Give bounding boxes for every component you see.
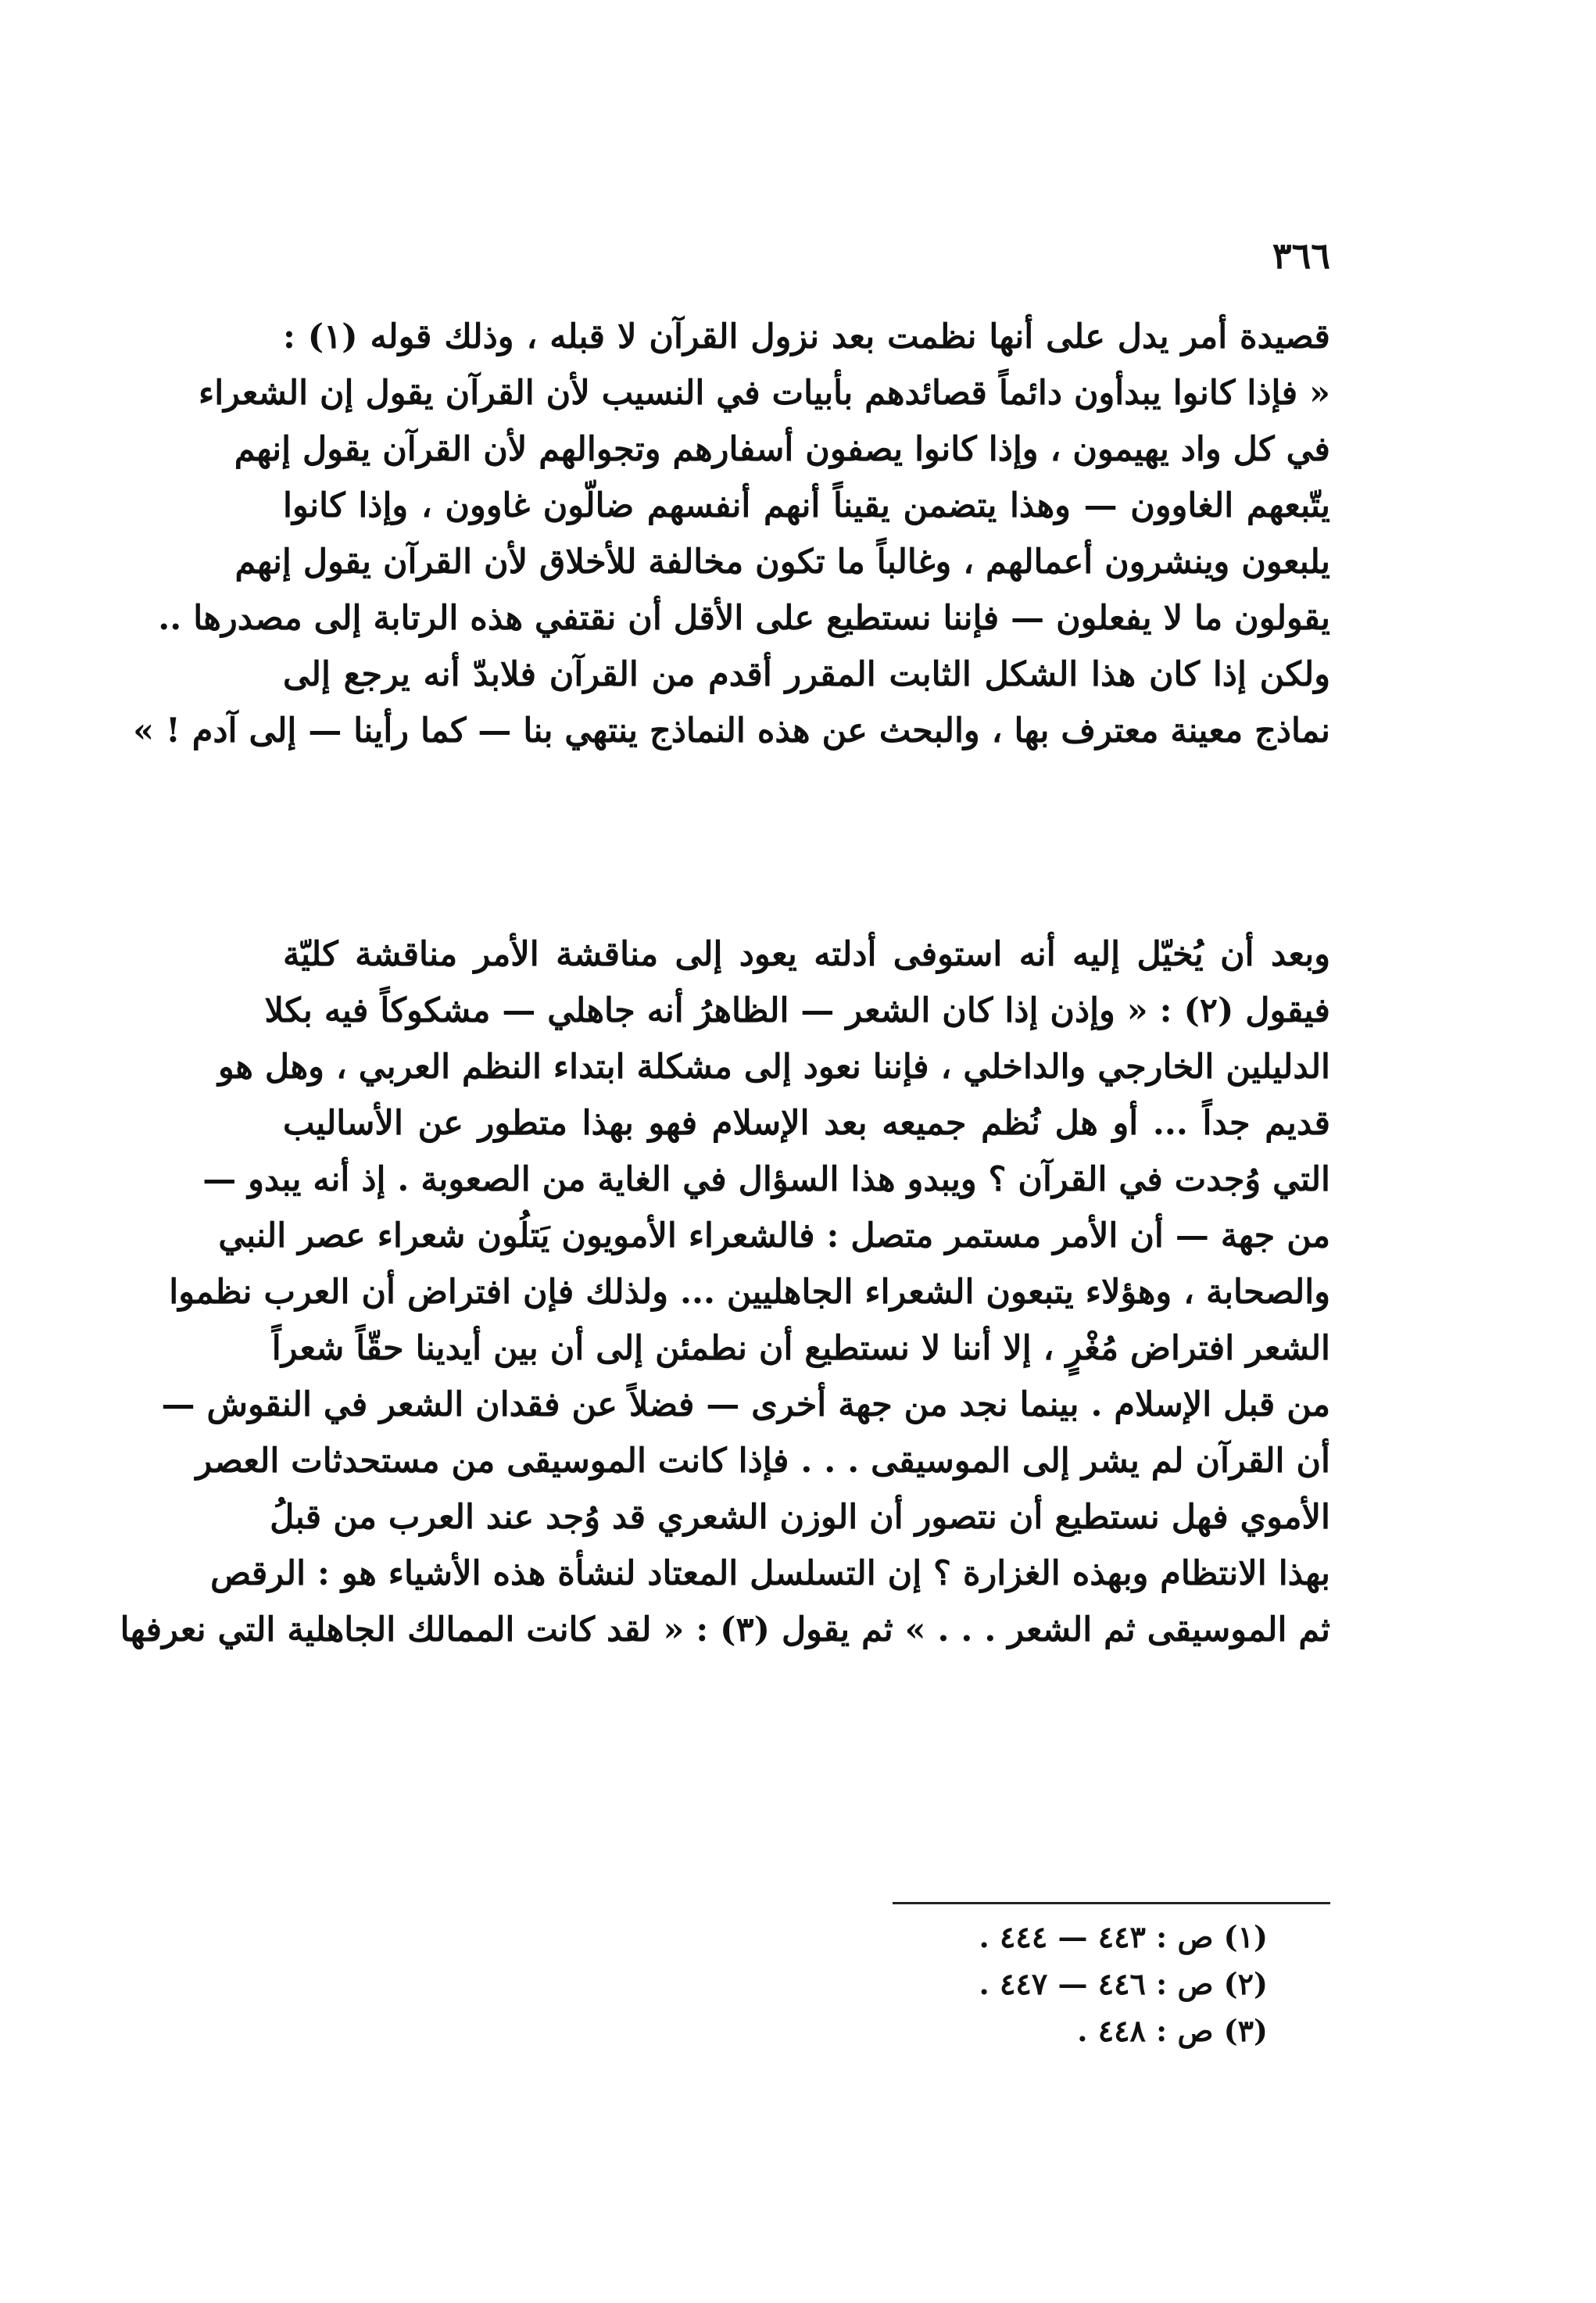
footnotes — [979, 1914, 1268, 2054]
text-line: التي وُجدت في القرآن ؟ ويبدو هذا السؤال في الغاية من الصعوبة . إذ أنه يبدو — — [202, 1160, 1330, 1199]
footnote-divider — [893, 1902, 1330, 1904]
footnote-3: (٣) ص : ٤٤٨ . — [1077, 2013, 1268, 2048]
text-line: قديم جداً ... أو هل نُظم جميعه بعد الإسلام فهو بهذا متطور عن الأساليب — [283, 1104, 1330, 1143]
text-line: يقولون ما لا يفعلون — فإننا نستطيع على الأقل أن نقتفي هذه الرتابة إلى مصدرها .. — [158, 599, 1330, 638]
text-line: وبعد أن يُخيّل إليه أنه استوفى أدلته يعود إلى مناقشة الأمر مناقشة كليّة — [283, 935, 1330, 974]
text-line: أن القرآن لم يشر إلى الموسيقى . . . فإذا كانت الموسيقى من مستحدثات العصر — [195, 1442, 1330, 1481]
text-line: فيقول (٢) : « وإذن إذا كان الشعر — الظاهرُ أنه جاهلي — مشكوكاً فيه بكلا — [264, 991, 1330, 1030]
footnote-2: (٢) ص : ٤٤٦ — ٤٤٧ . — [979, 1966, 1268, 2001]
text-line: في كل واد يهيمون ، وإذا كانوا يصفون أسفارهم وتجوالهم لأن القرآن يقول إنهم — [234, 430, 1330, 469]
text-line: ثم الموسيقى ثم الشعر . . . » ثم يقول (٣) : « لقد كانت الممالك الجاهلية التي نعرفها — [120, 1610, 1330, 1649]
text-line: من جهة — أن الأمر مستمر متصل : فالشعراء الأمويون يَتلُون شعراء عصر النبي — [218, 1216, 1330, 1255]
text-line: نماذج معينة معترف بها ، والبحث عن هذه النماذج ينتهي بنا — كما رأينا — إلى آدم ! » — [133, 711, 1330, 750]
text-line: الدليلين الخارجي والداخلي ، فإننا نعود إلى مشكلة ابتداء النظم العربي ، وهل هو — [218, 1048, 1330, 1087]
text-line: من قبل الإسلام . بينما نجد من جهة أخرى — فضلاً عن فقدان الشعر في النقوش — — [161, 1385, 1330, 1424]
text-line: والصحابة ، وهؤلاء يتبعون الشعراء الجاهليين ... ولذلك فإن افتراض أن العرب نظموا — [169, 1273, 1330, 1312]
page-number: ٣٦٦ — [1272, 235, 1330, 277]
paragraph-1 — [133, 309, 1330, 759]
text-line: الشعر افتراض مُغْرٍ ، إلا أننا لا نستطيع أن نطمئن إلى أن بين أيدينا حقّاً شعراً — [271, 1329, 1330, 1368]
text-line: بهذا الانتظام وبهذه الغزارة ؟ إن التسلسل المعتاد لنشأة هذه الأشياء هو : الرقص — [210, 1554, 1330, 1593]
text-line: يتّبعهم الغاوون — وهذا يتضمن يقيناً أنهم أنفسهم ضالّون غاوون ، وإذا كانوا — [283, 486, 1330, 525]
text-line: يلبعون وينشرون أعمالهم ، وغالباً ما تكون مخالفة للأخلاق لأن القرآن يقول إنهم — [234, 543, 1330, 582]
text-line: ولكن إذا كان هذا الشكل الثابت المقرر أقدم من القرآن فلابدّ أنه يرجع إلى — [283, 655, 1330, 694]
paragraph-2 — [120, 926, 1330, 1658]
text-line: قصيدة أمر يدل على أنها نظمت بعد نزول القرآن لا قبله ، وذلك قوله (١) : — [283, 317, 1330, 356]
text-line: الأموي فهل نستطيع أن نتصور أن الوزن الشعري قد وُجد عند العرب من قبلُ — [270, 1498, 1330, 1537]
text-line: « فإذا كانوا يبدأون دائماً قصائدهم بأبيات في النسيب لأن القرآن يقول إن الشعراء — [198, 374, 1330, 413]
footnote-1: (١) ص : ٤٤٣ — ٤٤٤ . — [979, 1919, 1268, 1954]
